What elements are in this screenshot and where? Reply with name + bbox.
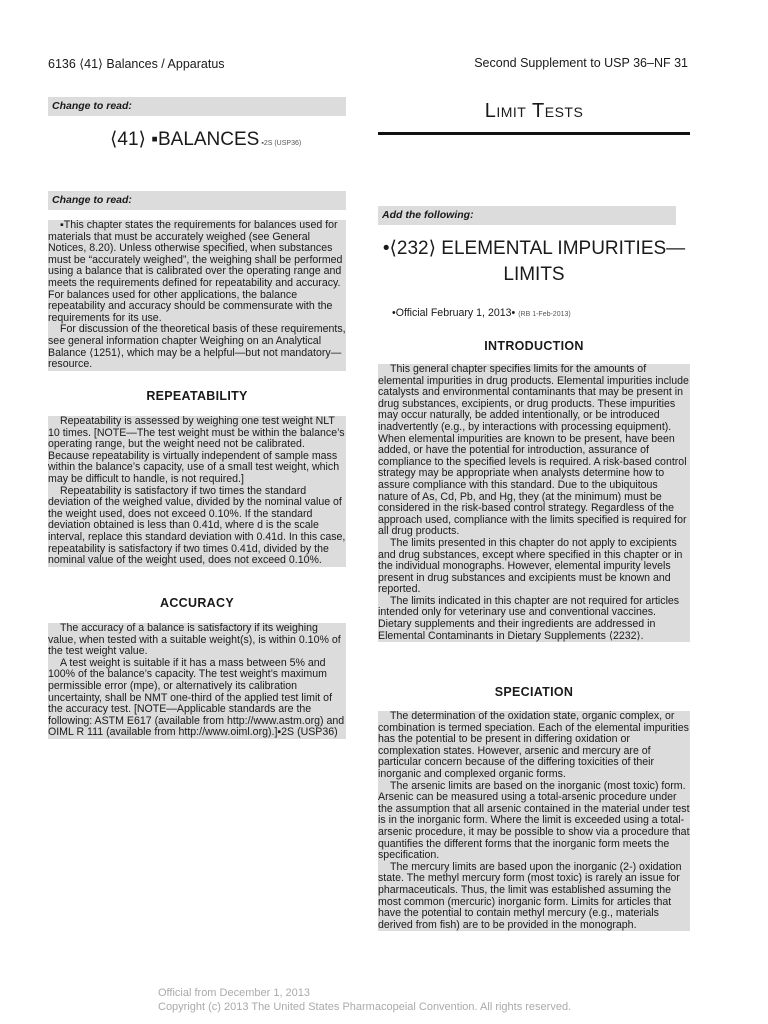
balances-title-text: ⟨41⟩ ▪BALANCES	[110, 129, 260, 150]
introduction-text	[378, 364, 690, 642]
speciation-text	[378, 711, 690, 931]
running-header-left: 6136 ⟨41⟩ Balances / Apparatus	[48, 57, 225, 71]
introduction-paragraph-2: The limits presented in this chapter do not apply to excipients and drug substances, except where specified in this chapter or in the individual monographs. However, elemental impurity levels present in drug substances and excipients must be known and reported.	[378, 536, 683, 596]
repeatability-paragraph-1: Repeatability is assessed by weighing one test weight NLT 10 times. [NOTE—The test weight must be within the balance’s operating range, but the weight need not be calibrated. Because repeatability is virtually independent of sample mass within the balance’s capacity, use of a small test weight, which may be difficult to handle, is not required.]	[48, 415, 345, 485]
limit-tests-title: Limit Tests	[484, 100, 584, 122]
accuracy-text	[48, 623, 346, 739]
official-revision-mark: (RB 1-Feb-2013)	[518, 311, 571, 318]
accuracy-heading: ACCURACY	[160, 596, 234, 610]
official-date-text: •Official February 1, 2013•	[392, 307, 516, 319]
elemental-impurities-title	[378, 236, 690, 288]
official-date-line	[392, 307, 571, 319]
running-header-right: Second Supplement to USP 36–NF 31	[474, 56, 688, 70]
title-rule	[378, 132, 690, 135]
footer-copyright-line: Copyright (c) 2013 The United States Pharmacopeial Convention. All rights reserved.	[158, 1001, 572, 1013]
change-to-read-label-1: Change to read:	[48, 97, 346, 116]
elemental-title-line-1: •⟨232⟩ ELEMENTAL IMPURITIES—	[382, 238, 686, 259]
repeatability-heading: REPEATABILITY	[146, 389, 248, 403]
add-following-label: Add the following:	[378, 206, 676, 225]
footer-official-line: Official from December 1, 2013	[158, 987, 311, 999]
speciation-paragraph-2: The arsenic limits are based on the inorganic (most toxic) form. Arsenic can be measured using a total-arsenic procedure under the assumption that all arsenic contained in the material under test is in the inorganic form. Where the limit is exceeded using a total-arsenic procedure, it may be possible to show via a procedure that quantifies the different forms that the inorganic form meets the specification.	[378, 779, 690, 862]
repeatability-text	[48, 416, 346, 567]
repeatability-paragraph-2: Repeatability is satisfactory if two times the standard deviation of the weighed value, divided by the nominal value of the weight used, does not exceed 0.10%. If the standard deviation obtained is less than 0.41d, where d is the scale interval, replace this standard deviation with 0.41d. In this case, repeatability is satisfactory if two times 0.41d, divided by the nominal value of the weight used, does not exceed 0.10%.	[48, 484, 346, 567]
copyright-footer	[158, 986, 571, 1014]
introduction-heading: INTRODUCTION	[484, 339, 584, 353]
balances-intro-paragraph-1: ▪This chapter states the requirements for balances used for materials that must be accurately weighed (see General Notices, 8.20). Unless otherwise specified, when substances must be “accurately weighed”, the weighing shall be performed using a balance that is calibrated over the operating range and meets the requirements defined for repeatability and accuracy. For balances used for other applications, the balance repeatability and accuracy should be commensurate with the requirements for its use.	[48, 219, 343, 324]
speciation-heading: SPECIATION	[494, 685, 574, 699]
elemental-title-line-2: LIMITS	[503, 264, 565, 285]
introduction-paragraph-1: This general chapter specifies limits for the amounts of elemental impurities in drug products. Elemental impurities include catalysts and environmental contaminants that may be present in drug substances, excipients, or drug products. These impurities may occur naturally, be added intentionally, or be introduced inadvertently (e.g., by interactions with processing equipment). When elemental impurities are known to be present, have been added, or have the potential for introduction, assurance of compliance to the specified levels is required. A risk-based control strategy may be appropriate when analysts determine how to assure compliance with this standard. Due to the ubiquitous nature of As, Cd, Pb, and Hg, they (at the minimum) must be considered in the risk-based control strategy. Regardless of the approach used, compliance with the limits specified is required for all drug products.	[378, 363, 689, 538]
change-to-read-label-2: Change to read:	[48, 191, 346, 210]
balances-intro-text	[48, 220, 346, 371]
speciation-paragraph-1: The determination of the oxidation state, organic complex, or combination is termed speciation. Each of the elemental impurities has the potential to be present in differing oxidation or complexation states. However, arsenic and mercury are of particular concern because of the differing toxicities of their inorganic and complexed organic forms.	[378, 710, 689, 780]
introduction-paragraph-3: The limits indicated in this chapter are not required for articles intended only for veterinary use and conventional vaccines. Dietary supplements and their ingredients are addressed in Elemental Contaminants in Dietary Supplements ⟨2232⟩.	[378, 594, 680, 642]
accuracy-paragraph-2: A test weight is suitable if it has a mass between 5% and 100% of the balance’s capacity. The test weight’s maximum permissible error (mpe), or alternatively its calibration uncertainty, shall be NMT one-third of the applied test limit of the accuracy test. [NOTE—Applicable standards are the following: ASTM E617 (available from http://www.astm.org) and OIML R 111 (available from http://www.oiml.org).]▪2S (USP36)	[48, 656, 345, 739]
speciation-paragraph-3: The mercury limits are based upon the inorganic (2-) oxidation state. The methyl mercury form (most toxic) is rarely an issue for pharmaceuticals. Thus, the limit was established assuming the most common (mercuric) inorganic form. Limits for articles that have the potential to contain methyl mercury (e.g., materials derived from fish) are to be provided in the monograph.	[378, 860, 682, 931]
balances-intro-paragraph-2: For discussion of the theoretical basis of these requirements, see general information chapter Weighing on an Analytical Balance ⟨1251⟩, which may be a helpful—but not mandatory—resource.	[48, 323, 346, 371]
balances-chapter-title	[110, 128, 301, 151]
accuracy-paragraph-1: The accuracy of a balance is satisfactory if its weighing value, when tested with a suitable weight(s), is within 0.10% of the test weight value.	[48, 622, 341, 658]
balances-revision-mark: ▪2S (USP36)	[261, 140, 302, 147]
